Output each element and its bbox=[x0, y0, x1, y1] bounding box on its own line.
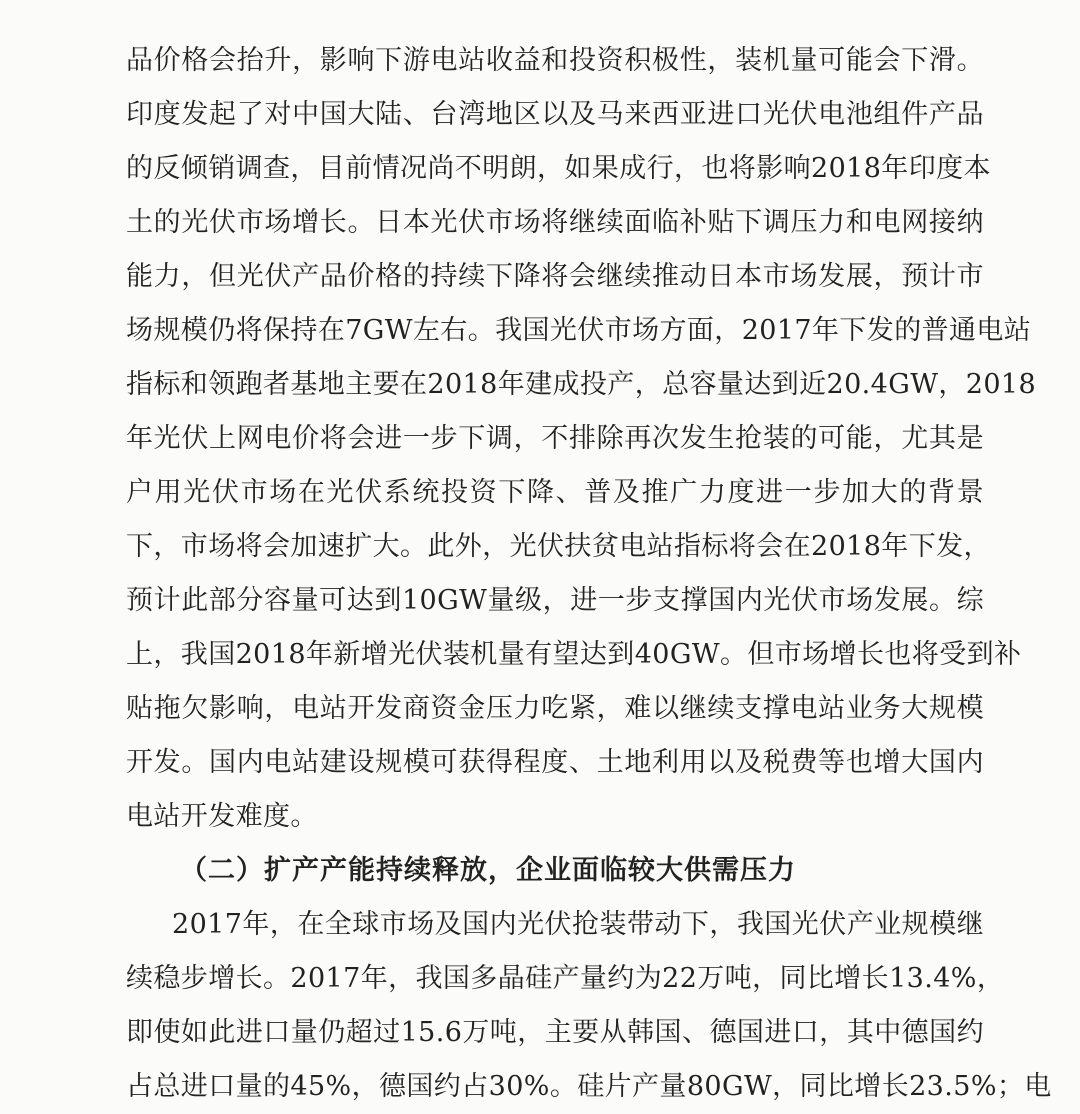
paragraph-1 bbox=[126, 34, 1037, 844]
paragraph-2 bbox=[126, 898, 1052, 1114]
text-line: 即使如此进口量仍超过15.6万吨，主要从韩国、德国进口，其中德国约 bbox=[126, 1017, 984, 1048]
text-line: 续稳步增长。2017年，我国多晶硅产量约为22万吨，同比增长13.4%， bbox=[126, 963, 1005, 994]
text-line: 土的光伏市场增长。日本光伏市场将继续面临补贴下调压力和电网接纳 bbox=[126, 207, 984, 238]
text-line: 上，我国2018年新增光伏装机量有望达到40GW。但市场增长也将受到补 bbox=[126, 639, 1022, 670]
text-line: 场规模仍将保持在7GW左右。我国光伏市场方面，2017年下发的普通电站 bbox=[126, 315, 1032, 346]
section-heading: （二）扩产产能持续释放，企业面临较大供需压力 bbox=[180, 855, 796, 886]
text-line: 开发。国内电站建设规模可获得程度、土地利用以及税费等也增大国内 bbox=[126, 747, 984, 778]
text-line: 指标和领跑者基地主要在2018年建成投产，总容量达到近20.4GW，2018 bbox=[126, 369, 1037, 400]
text-line: 能力，但光伏产品价格的持续下降将会继续推动日本市场发展，预计市 bbox=[126, 261, 984, 292]
text-line: 占总进口量的45%，德国约占30%。硅片产量80GW，同比增长23.5%；电 bbox=[126, 1071, 1052, 1102]
text-line: 电站开发难度。 bbox=[126, 801, 318, 832]
text-line: 印度发起了对中国大陆、台湾地区以及马来西亚进口光伏电池组件产品 bbox=[126, 99, 984, 130]
text-line: 2017年，在全球市场及国内光伏抢装带动下，我国光伏产业规模继 bbox=[172, 909, 984, 940]
text-line: 贴拖欠影响，电站开发商资金压力吃紧，难以继续支撑电站业务大规模 bbox=[126, 693, 984, 724]
text-line: 下，市场将会加速扩大。此外，光伏扶贫电站指标将会在2018年下发， bbox=[126, 531, 991, 562]
text-line: 预计此部分容量可达到10GW量级，进一步支撑国内光伏市场发展。综 bbox=[126, 585, 984, 616]
text-line: 年光伏上网电价将会进一步下调，不排除再次发生抢装的可能，尤其是 bbox=[126, 423, 984, 454]
text-line: 户用光伏市场在光伏系统投资下降、普及推广力度进一步加大的背景 bbox=[126, 477, 984, 508]
text-line: 品价格会抬升，影响下游电站收益和投资积极性，装机量可能会下滑。 bbox=[126, 45, 984, 76]
text-line: 的反倾销调查，目前情况尚不明朗，如果成行，也将影响2018年印度本 bbox=[126, 153, 991, 184]
